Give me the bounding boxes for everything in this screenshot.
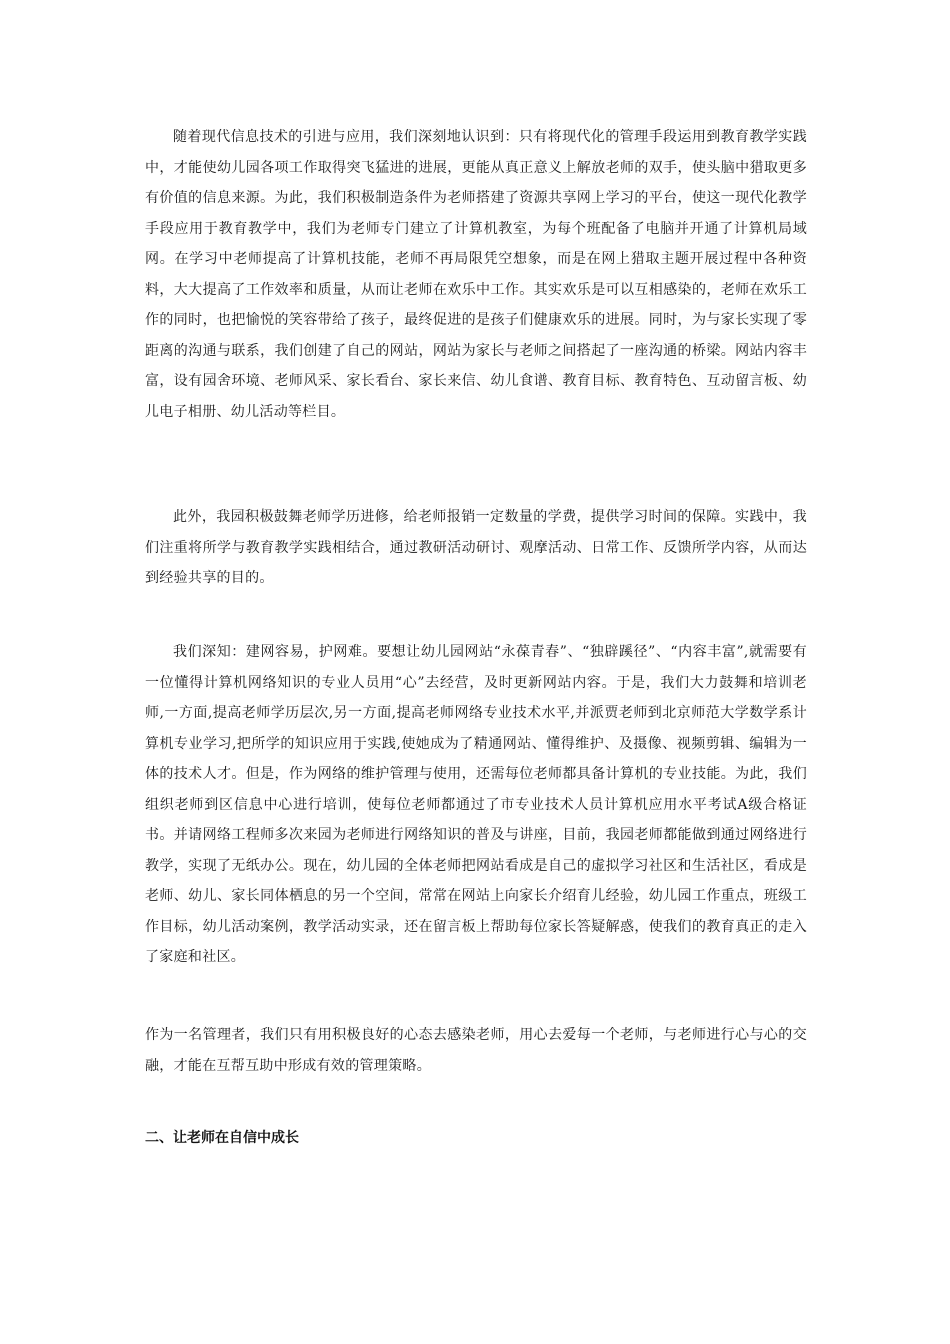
paragraph-information-technology: 随着现代信息技术的引进与应用，我们深刻地认识到：只有将现代化的管理手段运用到教育教学实践中，才能使幼儿园各项工作取得突飞猛进的进展，更能从真正意义上解放老师的双手，使头脑中猎取更多有价值的信息来源。为此，我们积极制造条件为老师搭建了资源共享网上学习的平台，使这一现代化教学手段应用于教育教学中，我们为老师专门建立了计算机教室，为每个班配备了电脑并开通了计算机局域网。在学习中老师提高了计算机技能，老师不再局限凭空想象，而是在网上猎取主题开展过程中各种资料，大大提高了工作效率和质量，从而让老师在欢乐中工作。其实欢乐是可以互相感染的，老师在欢乐工作的同时，也把愉悦的笑容带给了孩子，最终促进的是孩子们健康欢乐的进展。同时，为与家长实现了零距离的沟通与联系，我们创建了自己的网站，网站为家长与老师之间搭起了一座沟通的桥梁。网站内容丰富，设有园舍环境、老师风采、家长看台、家长来信、幼儿食谱、教育目标、教育特色、互动留言板、幼儿电子相册、幼儿活动等栏目。 [145, 129, 807, 420]
section-heading: 二、让老师在自信中成长 [145, 1130, 299, 1146]
paragraph-teacher-education: 此外，我园积极鼓舞老师学历进修，给老师报销一定数量的学费，提供学习时间的保障。实践中，我们注重将所学与教育教学实践相结合，通过教研活动研讨、观摩活动、日常工作、反馈所学内容，从而达到经验共享的目的。 [145, 509, 807, 586]
paragraph-website-maintenance: 我们深知：建网容易，护网难。要想让幼儿园网站“永葆青春”、“独辟蹊径”、“内容丰富”,就需要有一位懂得计算机网络知识的专业人员用“心”去经营，及时更新网站内容。于是，我们大力鼓舞和培训老师,一方面,提高老师学历层次,另一方面,提高老师网络专业技术水平,并派贾老师到北京师范大学数学系计算机专业学习,把所学的知识应用于实践,使她成为了精通网站、懂得维护、及摄像、视频剪辑、编辑为一体的技术人才。但是，作为网络的维护管理与使用，还需每位老师都具备计算机的专业技能。为此，我们组织老师到区信息中心进行培训，使每位老师都通过了市专业技术人员计算机应用水平考试A级合格证书。并请网络工程师多次来园为老师进行网络知识的普及与讲座，目前，我园老师都能做到通过网络进行教学，实现了无纸办公。现在，幼儿园的全体老师把网站看成是自己的虚拟学习社区和生活社区，看成是老师、幼儿、家长同体栖息的另一个空间，常常在网站上向家长介绍育儿经验，幼儿园工作重点，班级工作目标，幼儿活动案例，教学活动实录，还在留言板上帮助每位家长答疑解惑，使我们的教育真正的走入了家庭和社区。 [145, 644, 807, 965]
paragraph-management-strategy: 作为一名管理者，我们只有用积极良好的心态去感染老师，用心去爱每一个老师，与老师进行心与心的交融，才能在互帮互助中形成有效的管理策略。 [145, 1027, 807, 1074]
